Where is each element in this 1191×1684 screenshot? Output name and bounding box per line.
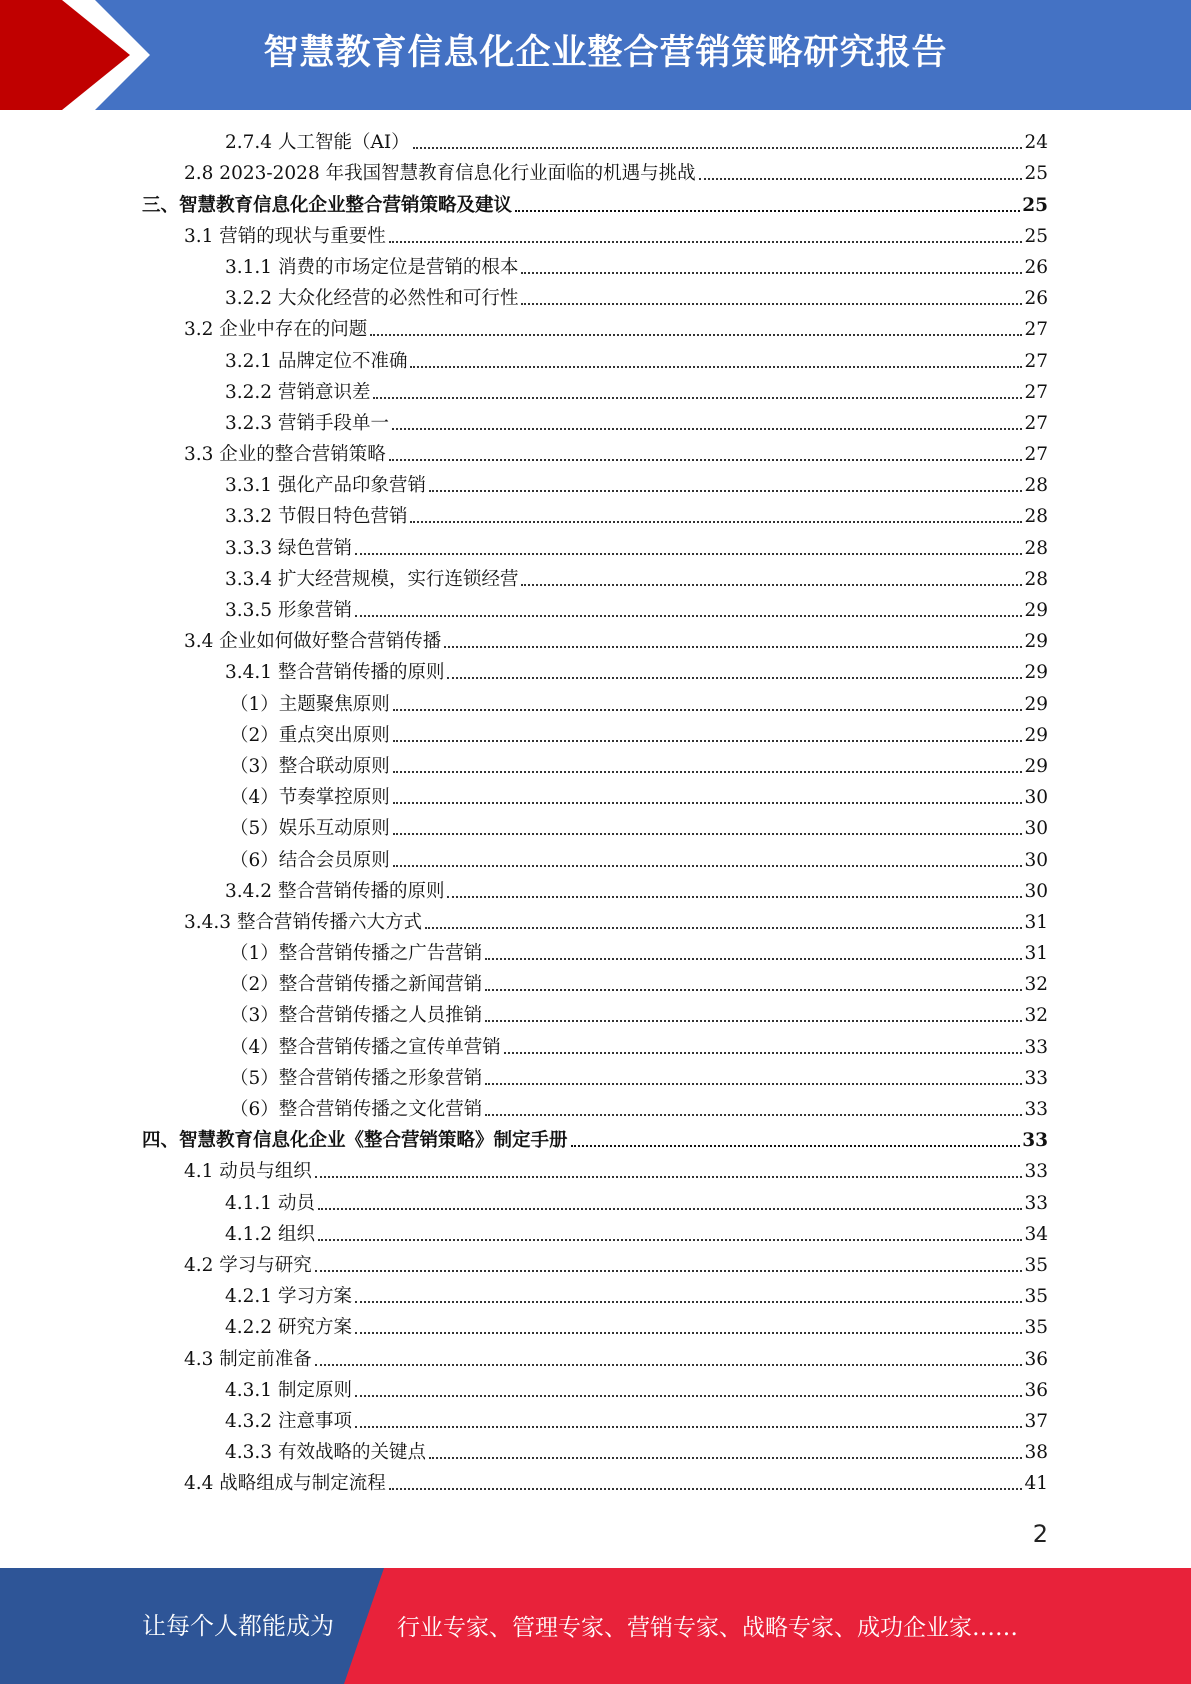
toc-dot-leader xyxy=(413,147,1023,149)
toc-entry[interactable] xyxy=(225,532,1048,563)
toc-entry-title: （4）节奏掌控原则 xyxy=(230,787,390,809)
toc-entry-page: 26 xyxy=(1024,256,1048,278)
toc-entry-page: 37 xyxy=(1024,1410,1048,1432)
toc-entry-page: 28 xyxy=(1024,475,1048,497)
toc-dot-leader xyxy=(393,771,1023,773)
toc-entry-page: 31 xyxy=(1024,911,1048,933)
toc-entry[interactable] xyxy=(230,938,1048,969)
toc-dot-leader xyxy=(521,584,1022,586)
toc-entry-page: 35 xyxy=(1024,1317,1048,1339)
footer-slogan-left: 让每个人都能成为 xyxy=(142,1612,334,1640)
page-header xyxy=(0,0,1191,110)
toc-dot-leader xyxy=(485,1114,1022,1116)
toc-dot-leader xyxy=(393,740,1023,742)
toc-entry[interactable] xyxy=(142,189,1048,220)
toc-dot-leader xyxy=(389,241,1023,243)
toc-entry-page: 25 xyxy=(1024,225,1048,247)
toc-entry-page: 33 xyxy=(1024,1036,1048,1058)
toc-entry-page: 25 xyxy=(1024,163,1048,185)
toc-entry-title: 3.2 企业中存在的问题 xyxy=(184,319,368,341)
toc-entry[interactable] xyxy=(184,626,1048,657)
toc-entry[interactable] xyxy=(225,501,1048,532)
toc-entry[interactable] xyxy=(225,595,1048,626)
toc-entry[interactable] xyxy=(225,1375,1048,1406)
toc-entry-page: 27 xyxy=(1024,319,1048,341)
toc-dot-leader xyxy=(515,210,1020,212)
toc-entry-page: 35 xyxy=(1024,1286,1048,1308)
toc-dot-leader xyxy=(318,1239,1023,1241)
toc-entry-title: 4.2.2 研究方案 xyxy=(225,1317,352,1339)
toc-entry[interactable] xyxy=(230,844,1048,875)
toc-entry[interactable] xyxy=(225,564,1048,595)
toc-entry[interactable] xyxy=(225,283,1048,314)
toc-entry-page: 29 xyxy=(1024,755,1048,777)
toc-dot-leader xyxy=(425,927,1022,929)
toc-entry[interactable] xyxy=(230,1031,1048,1062)
toc-entry-title: 3.4.2 整合营销传播的原则 xyxy=(225,880,445,902)
toc-entry-page: 29 xyxy=(1024,693,1048,715)
toc-dot-leader xyxy=(699,178,1023,180)
toc-entry-title: 4.3 制定前准备 xyxy=(184,1348,312,1370)
toc-dot-leader xyxy=(485,989,1022,991)
page-footer xyxy=(0,1568,1191,1684)
toc-entry-page: 27 xyxy=(1024,381,1048,403)
toc-entry-page: 30 xyxy=(1024,787,1048,809)
toc-dot-leader xyxy=(410,366,1022,368)
toc-entry[interactable] xyxy=(184,1156,1048,1187)
toc-entry-page: 26 xyxy=(1024,288,1048,310)
toc-entry-page: 28 xyxy=(1024,537,1048,559)
toc-entry-title: 四、智慧教育信息化企业《整合营销策略》制定手册 xyxy=(142,1130,568,1152)
toc-entry-page: 35 xyxy=(1024,1254,1048,1276)
toc-entry-page: 27 xyxy=(1024,444,1048,466)
toc-dot-leader xyxy=(315,1176,1023,1178)
toc-dot-leader xyxy=(571,1145,1021,1147)
toc-dot-leader xyxy=(392,428,1022,430)
toc-dot-leader xyxy=(429,490,1022,492)
toc-entry-page: 38 xyxy=(1024,1442,1048,1464)
toc-dot-leader xyxy=(389,459,1023,461)
toc-entry-title: （2）重点突出原则 xyxy=(230,724,390,746)
toc-entry-title: 3.1.1 消费的市场定位是营销的根本 xyxy=(225,256,519,278)
toc-dot-leader xyxy=(485,1020,1022,1022)
toc-entry-title: （5）整合营销传播之形象营销 xyxy=(230,1067,483,1089)
toc-dot-leader xyxy=(355,1332,1023,1334)
toc-entry-page: 34 xyxy=(1024,1223,1048,1245)
toc-entry-title: （5）娱乐互动原则 xyxy=(230,818,390,840)
toc-entry-title: 3.4.3 整合营销传播六大方式 xyxy=(184,911,422,933)
toc-entry[interactable] xyxy=(225,1187,1048,1218)
toc-dot-leader xyxy=(393,833,1023,835)
table-of-contents xyxy=(0,127,1191,1499)
toc-entry-title: 三、智慧教育信息化企业整合营销策略及建议 xyxy=(142,194,513,216)
toc-entry-page: 27 xyxy=(1024,350,1048,372)
toc-entry[interactable] xyxy=(230,1000,1048,1031)
toc-entry-title: 3.3 企业的整合营销策略 xyxy=(184,444,386,466)
toc-entry[interactable] xyxy=(230,688,1048,719)
toc-dot-leader xyxy=(444,646,1022,648)
toc-entry-title: 4.2 学习与研究 xyxy=(184,1254,312,1276)
toc-entry-title: 4.3.2 注意事项 xyxy=(225,1410,352,1432)
toc-entry-title: 4.3.3 有效战略的关键点 xyxy=(225,1442,426,1464)
toc-entry-page: 30 xyxy=(1024,818,1048,840)
toc-entry-title: 3.3.5 形象营销 xyxy=(225,600,352,621)
toc-dot-leader xyxy=(485,1083,1022,1085)
toc-entry-page: 41 xyxy=(1024,1473,1048,1495)
toc-entry-page: 36 xyxy=(1024,1379,1048,1401)
toc-entry-page: 30 xyxy=(1024,849,1048,871)
toc-entry[interactable] xyxy=(184,221,1048,252)
toc-entry[interactable] xyxy=(225,377,1048,408)
toc-entry[interactable] xyxy=(184,907,1048,938)
toc-dot-leader xyxy=(355,1426,1023,1428)
toc-dot-leader xyxy=(410,521,1022,523)
toc-entry-page: 33 xyxy=(1022,1130,1048,1152)
toc-dot-leader xyxy=(373,397,1022,399)
toc-entry-title: （6）整合营销传播之文化营销 xyxy=(230,1099,483,1120)
toc-entry[interactable] xyxy=(184,439,1048,470)
toc-entry-title: 3.2.2 营销意识差 xyxy=(225,381,371,403)
toc-entry[interactable] xyxy=(230,720,1048,751)
toc-entry[interactable] xyxy=(230,751,1048,782)
toc-entry[interactable] xyxy=(230,1063,1048,1094)
toc-entry[interactable] xyxy=(142,1125,1048,1156)
toc-dot-leader xyxy=(504,1052,1023,1054)
footer-slogan-right: 行业专家、管理专家、营销专家、战略专家、成功企业家…… xyxy=(397,1615,1018,1641)
toc-entry[interactable] xyxy=(184,314,1048,345)
toc-entry-title: 3.2.2 大众化经营的必然性和可行性 xyxy=(225,288,519,310)
toc-entry-title: 4.1 动员与组织 xyxy=(184,1161,312,1183)
toc-entry-page: 25 xyxy=(1022,194,1048,216)
toc-entry-page: 27 xyxy=(1024,412,1048,434)
toc-entry[interactable] xyxy=(225,408,1048,439)
toc-entry[interactable] xyxy=(225,252,1048,283)
toc-entry-title: 3.3.1 强化产品印象营销 xyxy=(225,475,426,497)
toc-entry-title: 3.3.3 绿色营销 xyxy=(225,537,352,559)
toc-dot-leader xyxy=(447,677,1022,679)
toc-dot-leader xyxy=(315,1364,1023,1366)
toc-entry[interactable] xyxy=(225,1219,1048,1250)
toc-entry[interactable] xyxy=(225,1281,1048,1312)
toc-entry-page: 28 xyxy=(1024,568,1048,590)
toc-entry-title: （1）整合营销传播之广告营销 xyxy=(230,943,483,965)
toc-entry-title: 3.4 企业如何做好整合营销传播 xyxy=(184,631,442,653)
toc-entry[interactable] xyxy=(225,1406,1048,1437)
toc-entry[interactable] xyxy=(225,1437,1048,1468)
toc-entry-title: 2.8 2023-2028 年我国智慧教育信息化行业面临的机遇与挑战 xyxy=(184,163,696,185)
toc-entry-title: （1）主题聚焦原则 xyxy=(230,693,390,715)
toc-entry[interactable] xyxy=(184,1250,1048,1281)
toc-entry[interactable] xyxy=(184,1343,1048,1374)
toc-dot-leader xyxy=(355,1395,1023,1397)
toc-entry-title: 4.4 战略组成与制定流程 xyxy=(184,1473,386,1495)
toc-entry-title: 3.3.4 扩大经营规模，实行连锁经营 xyxy=(225,568,519,590)
toc-dot-leader xyxy=(521,272,1022,274)
toc-entry[interactable] xyxy=(225,1312,1048,1343)
toc-dot-leader xyxy=(355,553,1023,555)
toc-dot-leader xyxy=(521,303,1022,305)
toc-entry-page: 33 xyxy=(1024,1192,1048,1214)
toc-entry[interactable] xyxy=(184,158,1048,189)
toc-entry-page: 33 xyxy=(1024,1161,1048,1183)
toc-entry-page: 29 xyxy=(1024,600,1048,621)
toc-entry-title: 3.2.3 营销手段单一 xyxy=(225,412,389,434)
toc-entry-page: 24 xyxy=(1024,132,1048,154)
toc-entry[interactable] xyxy=(230,969,1048,1000)
toc-dot-leader xyxy=(318,1208,1023,1210)
toc-entry[interactable] xyxy=(225,876,1048,907)
toc-dot-leader xyxy=(393,865,1023,867)
toc-entry-page: 31 xyxy=(1024,943,1048,965)
toc-entry[interactable] xyxy=(184,1468,1048,1499)
toc-entry[interactable] xyxy=(230,1094,1048,1125)
toc-entry-page: 29 xyxy=(1024,631,1048,653)
toc-entry-title: 3.2.1 品牌定位不准确 xyxy=(225,350,408,372)
toc-dot-leader xyxy=(429,1457,1022,1459)
toc-entry-page: 32 xyxy=(1024,1005,1048,1027)
toc-dot-leader xyxy=(393,802,1023,804)
toc-entry-title: 4.3.1 制定原则 xyxy=(225,1379,352,1401)
toc-entry[interactable] xyxy=(225,657,1048,688)
toc-entry-page: 33 xyxy=(1024,1099,1048,1120)
toc-entry-title: 4.1.2 组织 xyxy=(225,1223,315,1245)
toc-entry-title: （2）整合营销传播之新闻营销 xyxy=(230,974,483,996)
toc-dot-leader xyxy=(447,896,1022,898)
toc-entry-title: （3）整合营销传播之人员推销 xyxy=(230,1005,483,1027)
toc-entry-page: 36 xyxy=(1024,1348,1048,1370)
toc-dot-leader xyxy=(355,615,1023,617)
page-number: 2 xyxy=(1032,1520,1048,1548)
toc-dot-leader xyxy=(370,334,1022,336)
toc-dot-leader xyxy=(393,709,1023,711)
toc-entry[interactable] xyxy=(225,470,1048,501)
toc-entry[interactable] xyxy=(225,345,1048,376)
toc-entry[interactable] xyxy=(230,813,1048,844)
toc-dot-leader xyxy=(315,1270,1023,1272)
toc-entry-title: 3.4.1 整合营销传播的原则 xyxy=(225,662,445,684)
toc-entry[interactable] xyxy=(225,127,1048,158)
toc-entry-page: 33 xyxy=(1024,1067,1048,1089)
toc-entry-title: （4）整合营销传播之宣传单营销 xyxy=(230,1036,501,1058)
toc-entry-title: 3.3.2 节假日特色营销 xyxy=(225,506,408,528)
report-title: 智慧教育信息化企业整合营销策略研究报告 xyxy=(263,33,948,73)
toc-entry-title: 4.1.1 动员 xyxy=(225,1192,315,1214)
toc-dot-leader xyxy=(389,1488,1023,1490)
toc-entry-title: 3.1 营销的现状与重要性 xyxy=(184,225,386,247)
toc-entry-title: 2.7.4 人工智能（AI） xyxy=(225,132,410,154)
toc-entry-page: 28 xyxy=(1024,506,1048,528)
toc-entry-page: 29 xyxy=(1024,724,1048,746)
toc-entry-title: 4.2.1 学习方案 xyxy=(225,1286,352,1308)
toc-dot-leader xyxy=(485,958,1022,960)
toc-entry-title: （6）结合会员原则 xyxy=(230,849,390,871)
toc-entry[interactable] xyxy=(230,782,1048,813)
toc-entry-page: 30 xyxy=(1024,880,1048,902)
toc-entry-page: 29 xyxy=(1024,662,1048,684)
toc-dot-leader xyxy=(355,1301,1023,1303)
toc-entry-page: 32 xyxy=(1024,974,1048,996)
toc-entry-title: （3）整合联动原则 xyxy=(230,755,390,777)
